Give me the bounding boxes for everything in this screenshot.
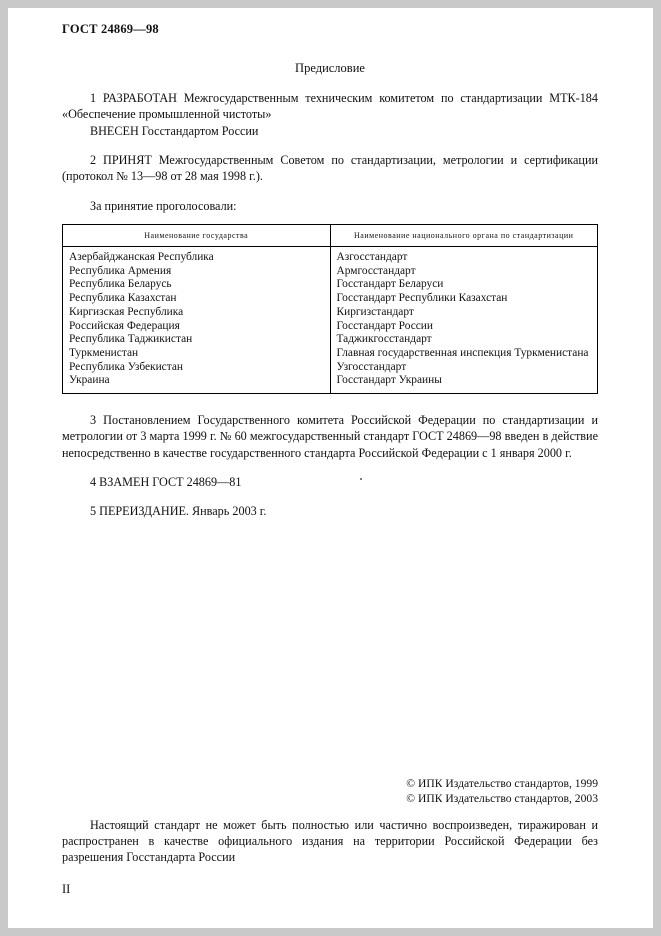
foreword-item-1: 1 РАЗРАБОТАН Межгосударственным техническим комитетом по стандартизации МТК-184 «Обеспечение промышленной чистоты» (62, 91, 598, 122)
table-row (63, 320, 598, 334)
body-cell: Главная государственная инспекция Туркменистана (336, 346, 589, 359)
body-cell: Госстандарт Республики Казахстан (336, 292, 508, 305)
copyright-line-2003: © ИПК Издательство стандартов, 2003 (406, 791, 598, 805)
country-cell: Российская Федерация (63, 320, 331, 334)
copyright-block (62, 776, 598, 806)
body-cell: Госстандарт Украины (336, 374, 442, 387)
country-cell: Азербайджанская Республика (63, 247, 331, 265)
country-cell: Республика Армения (63, 265, 331, 279)
vote-intro: За принятие проголосовали: (90, 198, 237, 213)
doc-code: ГОСТ 24869—98 (62, 22, 159, 36)
table-row (63, 333, 598, 347)
foreword-item-5: 5 ПЕРЕИЗДАНИЕ. Январь 2003 г. (90, 504, 267, 519)
table-row (63, 347, 598, 361)
body-cell: Таджикгосстандарт (336, 333, 432, 346)
column-header-country: Наименование государства (63, 225, 331, 247)
vote-table (62, 224, 598, 394)
table-header-row (63, 225, 598, 247)
column-header-body: Наименование национального органа по стандартизации (330, 225, 598, 247)
foreword-item-2: 2 ПРИНЯТ Межгосударственным Советом по стандартизации, метрологии и сертификации (протокол № 13—98 от 28 мая 1998 г.). (62, 153, 598, 184)
table-row (63, 247, 598, 265)
country-cell: Киргизская Республика (63, 306, 331, 320)
table-row (63, 361, 598, 375)
table-row (63, 292, 598, 306)
table-row (63, 278, 598, 292)
body-cell: Азгосстандарт (336, 251, 408, 264)
scan-artifact-dot (360, 478, 362, 480)
body-cell: Госстандарт России (336, 319, 433, 332)
table-row (63, 265, 598, 279)
foreword-item-1-contributed: ВНЕСЕН Госстандартом России (90, 123, 259, 138)
page-number: II (62, 881, 71, 896)
country-cell: Республика Таджикистан (63, 333, 331, 347)
reproduction-notice: Настоящий стандарт не может быть полностью или частично воспроизведен, тиражирован и распространен в качестве официального издания на территории Российской Федерации без разрешения Госстандарта России (62, 817, 598, 865)
foreword-item-4: 4 ВЗАМЕН ГОСТ 24869—81 (90, 474, 242, 489)
body-cell: Узгосстандарт (336, 360, 407, 373)
table-row (63, 306, 598, 320)
page-title: Предисловие (295, 61, 365, 75)
document-page (8, 8, 653, 928)
country-cell: Республика Узбекистан (63, 361, 331, 375)
country-cell: Республика Беларусь (63, 278, 331, 292)
country-cell: Республика Казахстан (63, 292, 331, 306)
country-cell: Украина (63, 374, 331, 393)
copyright-line-1999: © ИПК Издательство стандартов, 1999 (406, 776, 598, 790)
foreword-item-3: 3 Постановлением Государственного комитета Российской Федерации по стандартизации и метрологии от 3 марта 1999 г. № 60 межгосударственный стандарт ГОСТ 24869—98 введен в действие непосредственно в качестве государственного стандарта Российской Федерации с 1 января 2000 г. (62, 412, 598, 460)
body-cell: Армгосстандарт (336, 264, 416, 277)
country-cell: Туркменистан (63, 347, 331, 361)
body-cell: Киргизстандарт (336, 305, 414, 318)
table-row (63, 374, 598, 393)
body-cell: Госстандарт Беларуси (336, 278, 444, 291)
